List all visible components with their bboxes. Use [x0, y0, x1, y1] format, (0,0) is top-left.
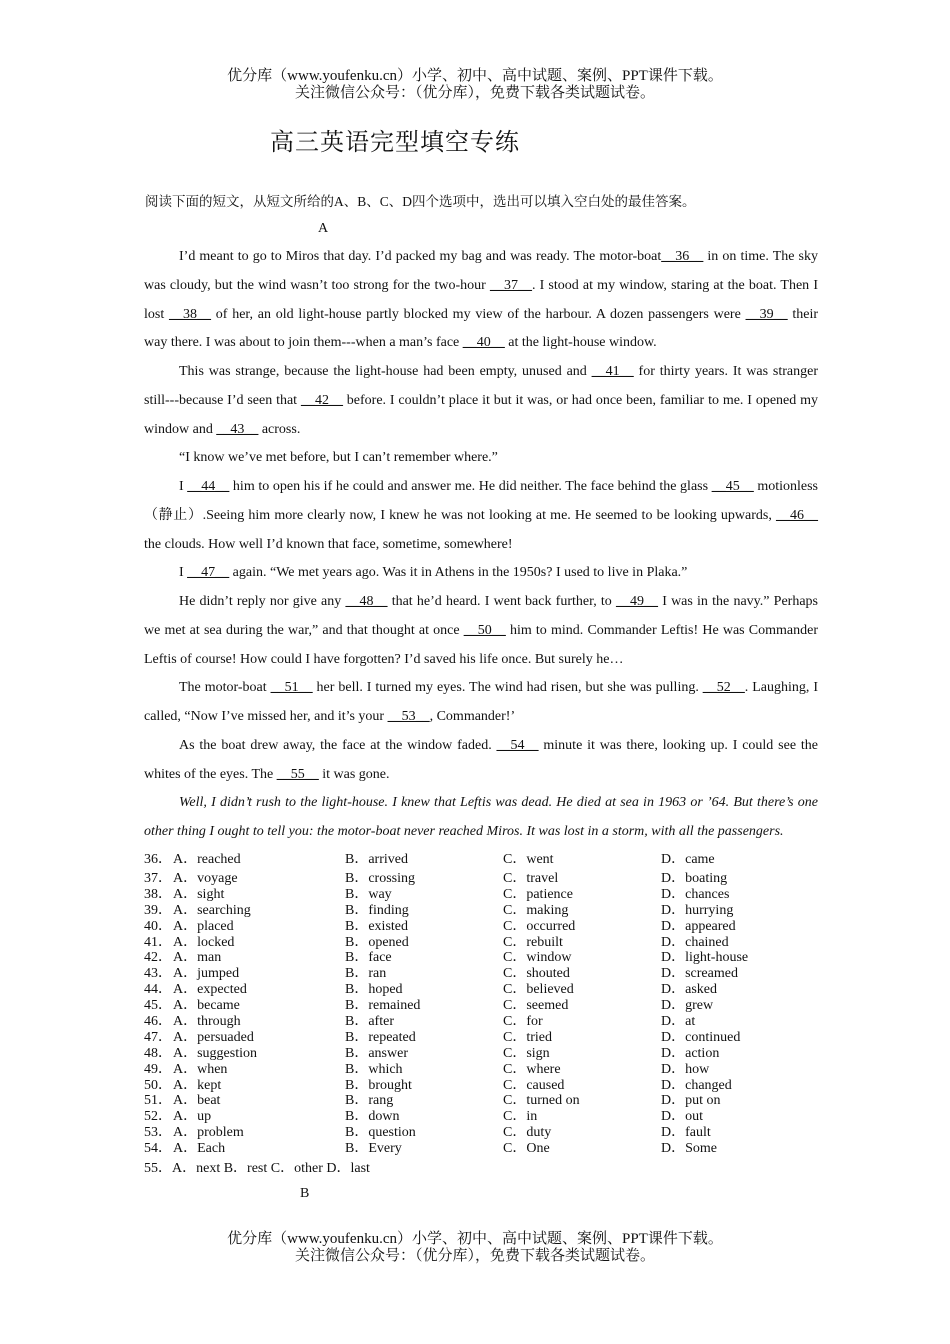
answer-options — [144, 852, 824, 1179]
option-c: C．making — [503, 902, 569, 918]
option-row — [144, 1125, 824, 1141]
option-a: A．persuaded — [173, 1029, 254, 1045]
question-number: 51． — [144, 1093, 172, 1109]
section-a-label: A — [318, 221, 329, 236]
option-row-55 — [144, 1161, 824, 1179]
option-d: D．at — [661, 1014, 696, 1030]
option-c: C．went — [503, 852, 554, 867]
question-number: 41． — [144, 934, 172, 950]
question-number: 46． — [144, 1014, 172, 1030]
passage-text: minute it was there, looking up. I could see the whites of the eyes. The — [144, 737, 818, 782]
question-number: 45． — [144, 998, 172, 1014]
option-row — [144, 887, 824, 903]
option-row — [144, 1062, 824, 1078]
instruction-text: 阅读下面的短文，从短文所给的A、B、C、D四个选项中，选出可以填入空白处的最佳答案。 — [145, 194, 696, 209]
header-line-1: 优分库（www.youfenku.cn）小学、初中、高中试题、案例、PPT课件下载。 — [227, 68, 723, 84]
option-a: A．sight — [173, 886, 225, 902]
question-number: 38． — [144, 886, 172, 902]
option-row — [144, 871, 824, 887]
option-b: B．repeated — [345, 1029, 416, 1045]
option-c: C．shouted — [503, 966, 570, 982]
question-number: 44． — [144, 982, 172, 998]
answer-blank: __36__ — [661, 249, 704, 264]
option-b: B．rang — [345, 1093, 394, 1109]
passage-text: in on time. The sky was cloudy, but the wind wasn’t too strong for the two-hour — [144, 249, 818, 293]
passage-text: . Laughing, I called, “Now I’ve missed her, and it’s your — [144, 680, 818, 724]
option-d: D．out — [661, 1109, 703, 1125]
option-a: A．locked — [173, 934, 235, 950]
passage-text: The motor-boat — [179, 680, 271, 696]
option-c: C．rebuilt — [503, 934, 563, 950]
option-a: A．placed — [173, 918, 234, 934]
answer-blank: __44__ — [187, 479, 230, 494]
option-c: C．in — [503, 1109, 538, 1125]
question-number: 37． — [144, 871, 172, 886]
page-footer — [0, 1231, 950, 1265]
passage-paragraph — [144, 444, 818, 473]
option-a: A．kept — [173, 1077, 222, 1093]
answer-blank: __37__ — [489, 277, 532, 293]
option-c: C．duty — [503, 1125, 552, 1141]
passage-text: I — [179, 565, 188, 581]
answer-blank: __46__ — [776, 507, 818, 523]
option-a: A．up — [173, 1109, 212, 1125]
option-d: D．boating — [661, 871, 728, 886]
answer-blank: __49__ — [616, 594, 658, 609]
question-number: 36． — [144, 852, 172, 867]
passage-paragraph — [144, 358, 818, 444]
answer-blank: __41__ — [591, 364, 634, 379]
answer-blank: __39__ — [745, 306, 788, 322]
passage-text: again. “We met years ago. Was it in Athens in the 1950s? I used to live in Plaka.” — [229, 565, 688, 581]
option-c: C．believed — [503, 982, 574, 998]
option-c: C．tried — [503, 1029, 552, 1045]
passage-text: for thirty years. It was stranger still---because I’d seen that — [144, 364, 819, 408]
question-number: 42． — [144, 950, 172, 966]
option-row — [144, 1141, 824, 1157]
passage-text: motionless（静止）.Seeing him more clearly now, I knew he was not looking at me. He seemed to be looking upwards, — [144, 479, 819, 523]
option-b: B．opened — [345, 934, 409, 950]
passage-text: “I know we’ve met before, but I can’t remember where.” — [179, 450, 498, 466]
passage-paragraph — [144, 789, 818, 847]
option-b: B．ran — [345, 966, 387, 982]
option-a: A．through — [173, 1014, 241, 1030]
question-number: 50． — [144, 1077, 172, 1093]
passage-text: This was strange, because the light-house had been empty, unused and — [179, 364, 592, 379]
option-d: D．chained — [661, 934, 729, 950]
option-c: C．occurred — [503, 918, 576, 934]
option-b: B．existed — [345, 918, 408, 934]
option-a: A．searching — [173, 902, 251, 918]
question-number: 43． — [144, 966, 172, 982]
option-row — [144, 1078, 824, 1094]
option-b: B．Every — [345, 1141, 402, 1157]
option-a: A．became — [173, 998, 240, 1014]
option-b: B．answer — [345, 1045, 408, 1061]
passage-paragraph — [144, 732, 818, 790]
option-a: A．Each — [173, 1141, 226, 1157]
option-row — [144, 1046, 824, 1062]
passage-text: it was gone. — [318, 766, 390, 782]
option-c: C．caused — [503, 1077, 565, 1093]
answer-blank: __45__ — [711, 479, 754, 494]
option-a: A．voyage — [173, 871, 238, 886]
question-number: 40． — [144, 918, 172, 934]
passage-text: . I stood at my window, staring at the boat. Then I lost — [144, 277, 818, 322]
option-c: C．patience — [503, 886, 573, 902]
answer-blank: __43__ — [216, 421, 259, 437]
option-b: B．hoped — [345, 982, 403, 998]
answer-blank: __40__ — [462, 335, 505, 351]
footer-line-2: 关注微信公众号：（优分库），免费下载各类试题试卷。 — [294, 1248, 655, 1264]
question-number: 54． — [144, 1141, 172, 1157]
option-row — [144, 852, 824, 871]
option-b: B．face — [345, 950, 392, 966]
option-c: C．for — [503, 1014, 543, 1030]
option-a: A．expected — [173, 982, 247, 998]
option-b: B．crossing — [345, 871, 415, 886]
passage-text: As the boat drew away, the face at the window faded. — [179, 737, 497, 753]
option-c: C．other — [270, 1161, 323, 1177]
option-row — [144, 903, 824, 919]
question-number: 39． — [144, 902, 172, 918]
option-b: B．finding — [345, 902, 409, 918]
option-a: A．jumped — [173, 966, 240, 982]
passage-paragraph — [144, 243, 818, 358]
option-d: D．appeared — [661, 918, 736, 934]
option-b: B．brought — [345, 1077, 412, 1093]
option-row — [144, 1030, 824, 1046]
passage-text: I — [179, 479, 188, 494]
option-d: D．fault — [661, 1125, 711, 1141]
question-number: 53． — [144, 1125, 172, 1141]
option-row — [144, 1109, 824, 1125]
option-d: D．screamed — [661, 966, 738, 982]
option-d: D．asked — [661, 982, 717, 998]
footer-line-1: 优分库（www.youfenku.cn）小学、初中、高中试题、案例、PPT课件下载。 — [227, 1231, 723, 1247]
answer-blank: __47__ — [187, 565, 230, 581]
option-c: C．sign — [503, 1045, 550, 1061]
header-line-2: 关注微信公众号：（优分库），免费下载各类试题试卷。 — [294, 85, 655, 101]
passage-text: her bell. I turned my eyes. The wind had risen, but she was pulling. — [312, 680, 703, 696]
question-number: 49． — [144, 1061, 172, 1077]
option-row — [144, 919, 824, 935]
option-d: D．came — [661, 852, 715, 867]
page-header — [0, 68, 950, 102]
option-c: C．turned on — [503, 1093, 580, 1109]
answer-blank: __48__ — [345, 594, 388, 609]
option-d: D．how — [661, 1061, 710, 1077]
passage-text: , Commander!’ — [429, 709, 516, 724]
option-b: B．down — [345, 1109, 400, 1125]
option-row — [144, 1093, 824, 1109]
option-d: D．last — [326, 1161, 370, 1177]
passage-text: across. — [258, 421, 301, 437]
option-d: D．light-house — [661, 950, 749, 966]
answer-blank: __51__ — [270, 680, 313, 696]
option-b: B．arrived — [345, 852, 408, 867]
option-row — [144, 966, 824, 982]
answer-blank: __54__ — [496, 737, 539, 753]
option-d: D．changed — [661, 1077, 732, 1093]
passage-text: at the light-house window. — [504, 335, 657, 351]
option-row — [144, 935, 824, 951]
passage-text: their way there. I was about to join them---when a man’s face — [144, 306, 819, 351]
option-a: A．reached — [173, 852, 241, 867]
option-c: C．window — [503, 950, 572, 966]
option-d: D．action — [661, 1045, 720, 1061]
passage-paragraph — [144, 674, 818, 732]
passage-text: I was in the navy.” Perhaps we met at sea during the war,” and that thought at once — [144, 594, 818, 638]
option-a: A．man — [173, 950, 222, 966]
passage-paragraph — [144, 473, 818, 559]
question-number: 52． — [144, 1109, 172, 1125]
option-d: D．chances — [661, 886, 730, 902]
option-c: C．travel — [503, 871, 559, 886]
passage-text: him to open his if he could and answer me. He did neither. The face behind the glass — [229, 479, 712, 494]
passage — [144, 243, 818, 847]
option-a: A．suggestion — [173, 1045, 257, 1061]
option-c: C．seemed — [503, 998, 569, 1014]
option-d: D．Some — [661, 1141, 717, 1157]
question-number: 47． — [144, 1029, 172, 1045]
passage-text: him to mind. Commander Leftis! He was Commander Leftis of course! How could I have forgotten? I’d saved his life once. But surely he… — [144, 622, 819, 667]
question-number: 55． — [144, 1161, 172, 1177]
option-row — [144, 1014, 824, 1030]
passage-text: the clouds. How well I’d known that face, sometime, somewhere! — [144, 536, 513, 552]
option-a: A．next — [172, 1161, 221, 1177]
question-number: 48． — [144, 1045, 172, 1061]
option-row — [144, 998, 824, 1014]
passage-text: that he’d heard. I went back further, to — [387, 594, 616, 609]
answer-blank: __53__ — [387, 709, 430, 724]
option-b: B．rest — [223, 1161, 268, 1177]
passage-text: before. I couldn’t place it but it was, or had once been, familiar to me. I opened my window and — [144, 392, 818, 437]
option-a: A．when — [173, 1061, 228, 1077]
passage-paragraph — [144, 559, 818, 588]
option-a: A．problem — [173, 1125, 244, 1141]
option-b: B．remained — [345, 998, 421, 1014]
answer-blank: __42__ — [300, 392, 343, 408]
passage-text: He didn’t reply nor give any — [179, 594, 346, 609]
option-d: D．hurrying — [661, 902, 734, 918]
option-d: D．continued — [661, 1029, 741, 1045]
option-b: B．after — [345, 1014, 394, 1030]
answer-blank: __38__ — [169, 306, 211, 322]
answer-blank: __52__ — [702, 680, 745, 696]
passage-text: of her, an old light-house partly blocked my view of the harbour. A dozen passengers were — [211, 306, 746, 322]
option-d: D．grew — [661, 998, 714, 1014]
option-d: D．put on — [661, 1093, 721, 1109]
page-title: 高三英语完型填空专练 — [270, 130, 520, 156]
passage-text: Well, I didn’t rush to the light-house. I knew that Leftis was dead. He died at sea in 1963 or ’64. But there’s one other thing I ought to tell you: the motor-boat never reached Miros. It was lost in a storm, with all the passengers. — [144, 795, 818, 839]
option-b: B．which — [345, 1061, 403, 1077]
passage-paragraph — [144, 588, 818, 674]
option-row — [144, 950, 824, 966]
answer-blank: __50__ — [463, 622, 506, 638]
option-c: C．where — [503, 1061, 561, 1077]
option-a: A．beat — [173, 1093, 221, 1109]
section-b-label: B — [300, 1186, 310, 1201]
answer-blank: __55__ — [276, 766, 319, 782]
option-c: C．One — [503, 1141, 550, 1157]
option-b: B．question — [345, 1125, 416, 1141]
passage-text: I’d meant to go to Miros that day. I’d packed my bag and was ready. The motor-boat — [179, 249, 662, 264]
option-b: B．way — [345, 886, 392, 902]
option-row — [144, 982, 824, 998]
